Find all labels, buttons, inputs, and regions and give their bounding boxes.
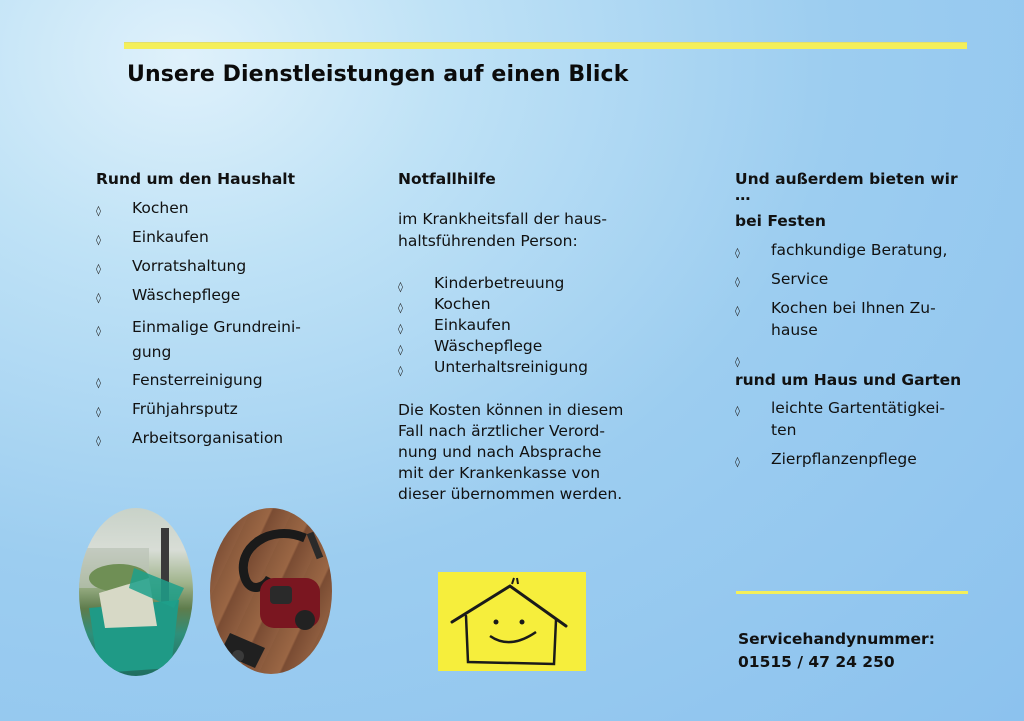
column-household bbox=[96, 172, 326, 458]
list-item: ◊ Kochen bei Ihnen Zu- hause bbox=[735, 298, 936, 339]
diamond-bullet-icon: ◊ bbox=[96, 406, 101, 418]
service-phone-number[interactable]: 01515 / 47 24 250 bbox=[738, 653, 895, 671]
diamond-bullet-icon: ◊ bbox=[96, 435, 101, 447]
top-accent-bar bbox=[124, 42, 967, 49]
diamond-bullet-icon: ◊ bbox=[735, 356, 740, 368]
house-garden-subheading: rund um Haus und Garten bbox=[735, 370, 962, 389]
vacuum-illustration bbox=[210, 508, 332, 674]
diamond-bullet-icon: ◊ bbox=[398, 281, 403, 293]
diamond-bullet-icon: ◊ bbox=[96, 292, 101, 304]
list-item: ◊ Einmalige Grundreini- gung bbox=[96, 317, 301, 361]
diamond-bullet-icon: ◊ bbox=[398, 302, 403, 314]
contact-accent-bar bbox=[736, 591, 968, 594]
service-label: Servicehandynummer: bbox=[738, 630, 935, 648]
house-smiley-logo bbox=[438, 572, 586, 671]
vacuum-cleaner-photo bbox=[210, 508, 332, 674]
list-item: ◊ Frühjahrsputz bbox=[96, 400, 326, 418]
page-title: Unsere Dienstleistungen auf einen Blick bbox=[127, 62, 629, 87]
list-item: ◊ Kochen bbox=[96, 199, 326, 217]
list-item: ◊ Einkaufen bbox=[96, 228, 326, 246]
list-item bbox=[735, 348, 975, 366]
festivals-subheading: bei Festen bbox=[735, 212, 826, 230]
list-item: ◊ Zierpflanzenpflege bbox=[735, 448, 975, 470]
list-item: ◊ leichte Gartentätigkei- ten bbox=[735, 399, 946, 439]
column-emergency bbox=[398, 172, 658, 505]
diamond-bullet-icon: ◊ bbox=[735, 305, 740, 317]
house-garden-list bbox=[735, 397, 975, 470]
house-smiley-icon bbox=[438, 572, 586, 671]
list-item: ◊ Kochen bbox=[398, 294, 658, 315]
diamond-bullet-icon: ◊ bbox=[96, 234, 101, 246]
emergency-list bbox=[398, 273, 658, 378]
festivals-list bbox=[735, 239, 975, 366]
service-contact bbox=[738, 628, 935, 674]
diamond-bullet-icon: ◊ bbox=[398, 323, 403, 335]
diamond-bullet-icon: ◊ bbox=[96, 263, 101, 275]
diamond-bullet-icon: ◊ bbox=[735, 457, 740, 468]
diamond-bullet-icon: ◊ bbox=[398, 344, 403, 356]
list-item: ◊ Fensterreinigung bbox=[96, 371, 326, 389]
list-item: ◊ Service bbox=[735, 268, 975, 290]
list-item: ◊ fachkundige Beratung, bbox=[735, 239, 975, 261]
household-list bbox=[96, 199, 326, 447]
list-item: ◊ Wäschepflege bbox=[96, 286, 326, 304]
list-item: ◊ Vorratshaltung bbox=[96, 257, 326, 275]
emergency-intro: im Krankheitsfall der haus- haltsführenden Person: bbox=[398, 209, 607, 250]
list-item: ◊ Wäschepflege bbox=[398, 336, 658, 357]
emergency-heading: Notfallhilfe bbox=[398, 170, 496, 188]
diamond-bullet-icon: ◊ bbox=[735, 247, 740, 259]
household-heading: Rund um den Haushalt bbox=[96, 170, 296, 188]
column-additional bbox=[735, 172, 975, 477]
diamond-bullet-icon: ◊ bbox=[96, 377, 101, 389]
diamond-bullet-icon: ◊ bbox=[96, 325, 101, 337]
list-item: ◊ Kinderbetreuung bbox=[398, 273, 658, 294]
additional-heading: Und außerdem bieten wir … bbox=[735, 170, 958, 204]
diamond-bullet-icon: ◊ bbox=[398, 365, 403, 377]
bucket-illustration bbox=[79, 508, 193, 676]
list-item: ◊ Arbeitsorganisation bbox=[96, 429, 326, 447]
list-item: ◊ Unterhaltsreinigung bbox=[398, 357, 658, 378]
diamond-bullet-icon: ◊ bbox=[96, 205, 101, 217]
list-item: ◊ Einkaufen bbox=[398, 315, 658, 336]
cleaning-bucket-photo bbox=[79, 508, 193, 676]
diamond-bullet-icon: ◊ bbox=[735, 276, 740, 288]
costs-paragraph: Die Kosten können in diesem Fall nach ärztlicher Verord- nung und nach Absprache mit der Krankenkasse von dieser übernommen werden. bbox=[398, 400, 624, 503]
diamond-bullet-icon: ◊ bbox=[735, 406, 740, 417]
